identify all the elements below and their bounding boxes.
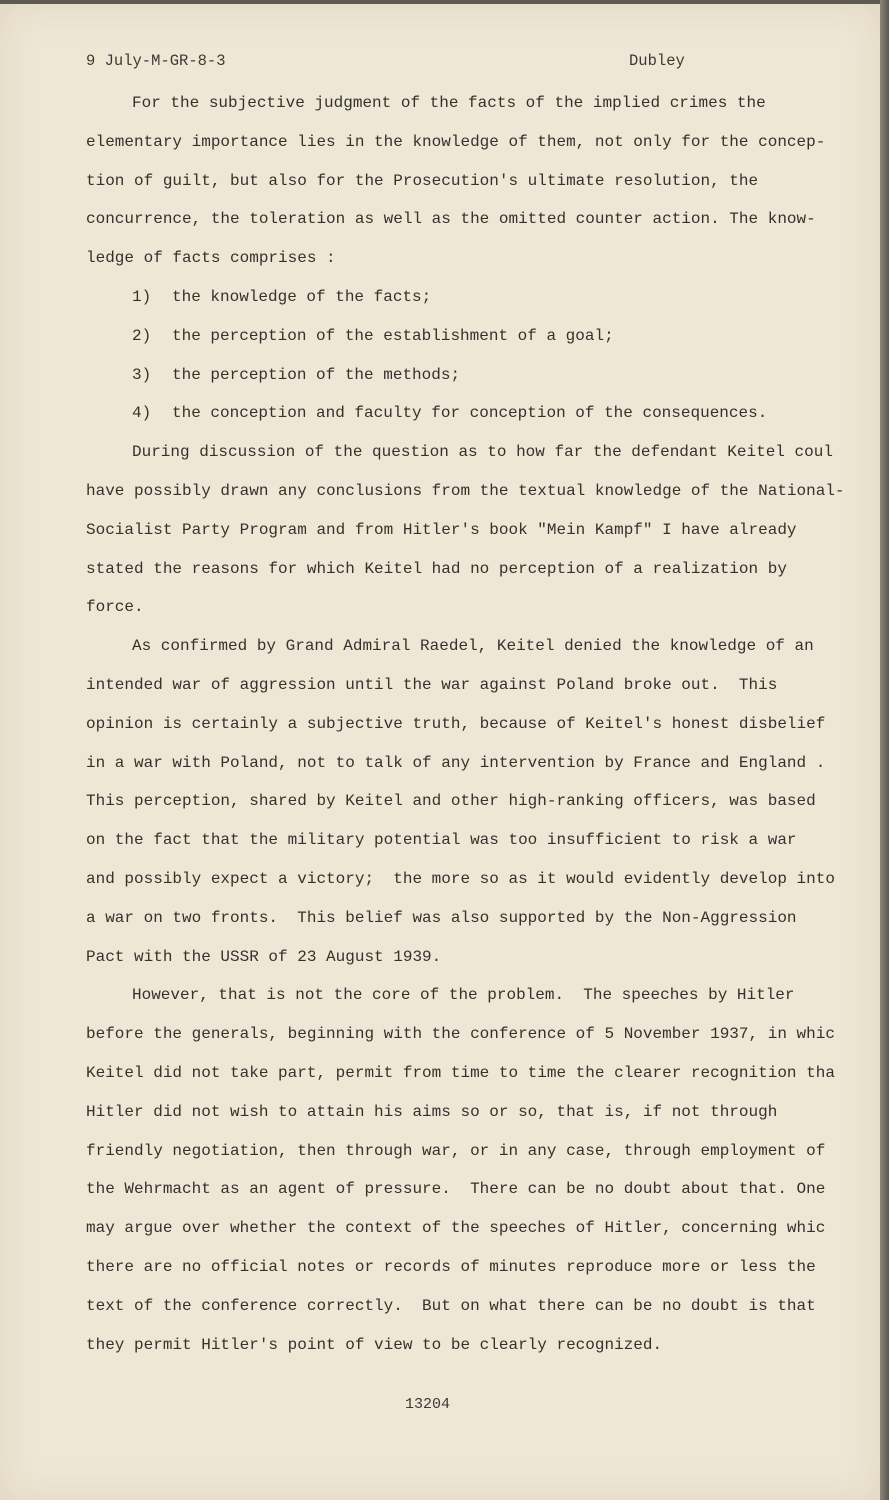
- list-item: [86, 317, 846, 356]
- text-line: Socialist Party Program and from Hitler's book "Mein Kampf" I have already: [86, 520, 797, 539]
- list-item: [86, 278, 846, 317]
- text-line: ledge of facts comprises :: [86, 249, 336, 268]
- text-line: This perception, shared by Keitel and other high-ranking officers, was based: [86, 792, 816, 811]
- list-item-text: the perception of the establishment of a goal;: [172, 326, 614, 345]
- text-line: opinion is certainly a subjective truth, because of Keitel's honest disbelief: [86, 714, 826, 733]
- page-edge-shadow: [880, 0, 889, 1500]
- document-page: [0, 4, 880, 1500]
- list-item-text: the conception and faculty for conception of the consequences.: [172, 404, 768, 423]
- list-item-number: 3): [132, 365, 152, 384]
- list-item-number: 2): [132, 326, 152, 345]
- list-item-text: the perception of the methods;: [172, 365, 461, 384]
- text-line: text of the conference correctly. But on what there can be no doubt is that: [86, 1296, 816, 1315]
- text-line: the Wehrmacht as an agent of pressure. There can be no doubt about that. One: [86, 1180, 826, 1199]
- text-line: Hitler did not wish to attain his aims so or so, that is, if not through: [86, 1102, 778, 1121]
- list-item-number: 1): [132, 287, 152, 306]
- text-line: may argue over whether the context of the speeches of Hitler, concerning whic: [86, 1219, 826, 1238]
- text-line: force.: [86, 598, 144, 617]
- text-line: tion of guilt, but also for the Prosecution's ultimate resolution, the: [86, 171, 759, 190]
- list-item-number: 4): [132, 404, 152, 423]
- text-line: on the fact that the military potential was too insufficient to risk a war: [86, 831, 797, 850]
- text-line: they permit Hitler's point of view to be clearly recognized.: [86, 1335, 663, 1354]
- text-line: During discussion of the question as to how far the defendant Keitel coul: [132, 443, 833, 462]
- text-line: there are no official notes or records of minutes reproduce more or less the: [86, 1257, 816, 1276]
- text-line: concurrence, the toleration as well as the omitted counter action. The know-: [86, 210, 816, 229]
- document-body: [86, 84, 846, 1364]
- text-line: stated the reasons for which Keitel had no perception of a realization by: [86, 559, 787, 578]
- document-reference: 9 July-M-GR-8-3: [86, 52, 226, 70]
- text-line: Pact with the USSR of 23 August 1939.: [86, 947, 442, 966]
- list-item-text: the knowledge of the facts;: [172, 287, 432, 306]
- text-line: before the generals, beginning with the conference of 5 November 1937, in whic: [86, 1025, 835, 1044]
- text-line: in a war with Poland, not to talk of any intervention by France and England .: [86, 753, 826, 772]
- text-line: have possibly drawn any conclusions from the textual knowledge of the National-: [86, 481, 845, 500]
- text-line: a war on two fronts. This belief was also supported by the Non-Aggression: [86, 908, 797, 927]
- author-name: Dubley: [629, 52, 685, 70]
- text-line: Keitel did not take part, permit from time to time the clearer recognition tha: [86, 1063, 835, 1082]
- text-line: As confirmed by Grand Admiral Raedel, Keitel denied the knowledge of an: [132, 637, 814, 656]
- page-number: 13204: [405, 1396, 451, 1413]
- text-line: intended war of aggression until the war against Poland broke out. This: [86, 675, 778, 694]
- text-line: and possibly expect a victory; the more so as it would evidently develop into: [86, 869, 835, 888]
- text-line: friendly negotiation, then through war, or in any case, through employment of: [86, 1141, 826, 1160]
- text-line: elementary importance lies in the knowledge of them, not only for the concep-: [86, 132, 826, 151]
- list-item: [86, 394, 846, 433]
- list-item: [86, 356, 846, 395]
- text-line: For the subjective judgment of the facts of the implied crimes the: [132, 94, 766, 112]
- text-line: However, that is not the core of the problem. The speeches by Hitler: [132, 986, 795, 1005]
